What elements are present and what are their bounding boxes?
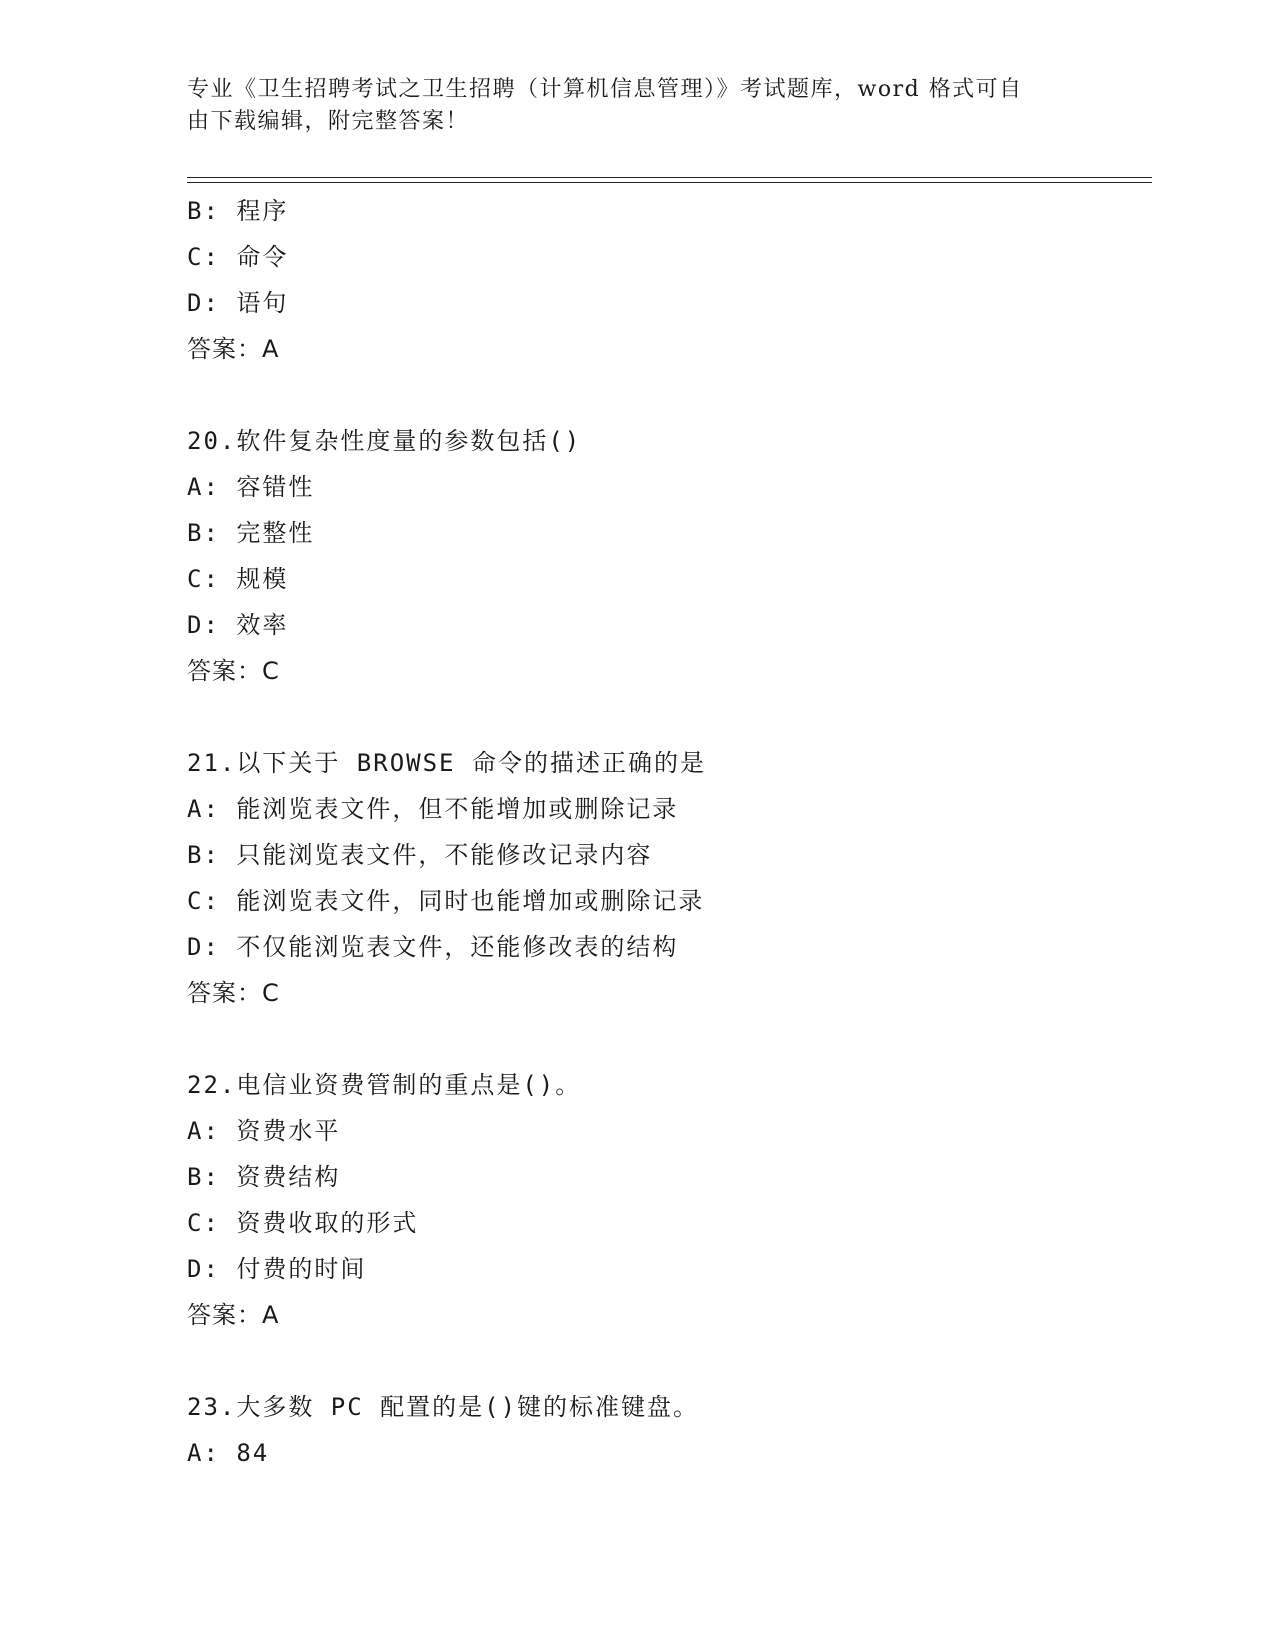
option-a: A: 容错性 <box>187 473 315 501</box>
answer: 答案：A <box>187 335 280 363</box>
question-text: 22.电信业资费管制的重点是()。 <box>187 1071 582 1099</box>
document-header <box>187 74 1067 138</box>
option-b: B: 完整性 <box>187 519 315 547</box>
question-19-tail <box>187 188 1147 372</box>
option-d: D: 语句 <box>187 289 289 317</box>
option-b: B: 资费结构 <box>187 1163 341 1191</box>
answer: 答案：C <box>187 979 280 1007</box>
option-a: A: 能浏览表文件，但不能增加或删除记录 <box>187 795 679 823</box>
question-23 <box>187 1384 1147 1476</box>
spacer <box>187 694 1147 740</box>
option-d: D: 付费的时间 <box>187 1255 367 1283</box>
question-text: 21.以下关于 BROWSE 命令的描述正确的是 <box>187 749 706 777</box>
option-c: C: 命令 <box>187 243 289 271</box>
question-text: 23.大多数 PC 配置的是()键的标准键盘。 <box>187 1393 700 1421</box>
option-a: A: 资费水平 <box>187 1117 341 1145</box>
header-rule-bottom <box>187 182 1152 183</box>
question-text: 20.软件复杂性度量的参数包括() <box>187 427 582 455</box>
spacer <box>187 372 1147 418</box>
spacer <box>187 1016 1147 1062</box>
question-22 <box>187 1062 1147 1338</box>
answer: 答案：C <box>187 657 280 685</box>
option-b: B: 只能浏览表文件，不能修改记录内容 <box>187 841 653 869</box>
option-d: D: 效率 <box>187 611 289 639</box>
option-d: D: 不仅能浏览表文件，还能修改表的结构 <box>187 933 679 961</box>
answer: 答案：A <box>187 1301 280 1329</box>
option-a: A: 84 <box>187 1439 270 1467</box>
header-line-1: 专业《卫生招聘考试之卫生招聘（计算机信息管理）》考试题库，word 格式可自 <box>187 77 1023 102</box>
header-line-2: 由下载编辑，附完整答案！ <box>187 109 470 134</box>
option-c: C: 资费收取的形式 <box>187 1209 419 1237</box>
question-20 <box>187 418 1147 694</box>
question-list <box>187 188 1147 1476</box>
spacer <box>187 1338 1147 1384</box>
header-rule-top <box>187 177 1152 178</box>
question-21 <box>187 740 1147 1016</box>
option-b: B: 程序 <box>187 197 289 225</box>
option-c: C: 能浏览表文件，同时也能增加或删除记录 <box>187 887 705 915</box>
option-c: C: 规模 <box>187 565 289 593</box>
